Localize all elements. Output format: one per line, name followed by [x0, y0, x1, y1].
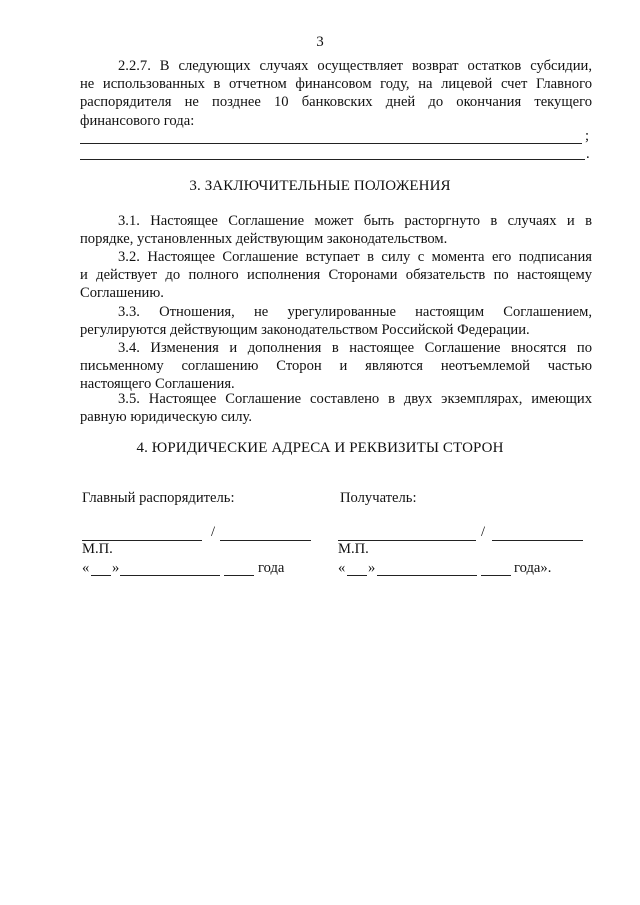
- party-chief-distributor-label: Главный распорядитель:: [82, 490, 235, 506]
- stamp-label: М.П.: [338, 541, 369, 557]
- signature-slash: /: [481, 524, 486, 540]
- page-number: 3: [316, 34, 324, 50]
- date-year-line: [224, 575, 254, 576]
- clause-3-3: [80, 303, 592, 339]
- date-month-line: [377, 575, 477, 576]
- clause-line: письменному соглашению Сторон и являются неотъемлемой частью: [80, 358, 592, 375]
- date-day-line: [91, 575, 111, 576]
- clause-3-2: [80, 248, 592, 303]
- clause-line: 3.2. Настоящее Соглашение вступает в силу с момента его подписания: [118, 249, 592, 265]
- stamp-label: М.П.: [82, 541, 113, 557]
- clause-2-2-7-line: финансового года:: [80, 112, 195, 129]
- date-open-quote: «: [82, 560, 90, 576]
- date-close-quote: »: [112, 560, 120, 576]
- name-decryption-line: [220, 540, 311, 541]
- signature-slash: /: [211, 524, 216, 540]
- clause-3-5: [80, 390, 592, 426]
- section-4-title: 4. ЮРИДИЧЕСКИЕ АДРЕСА И РЕКВИЗИТЫ СТОРОН: [136, 440, 504, 456]
- date-day-line: [347, 575, 367, 576]
- clause-line: 3.4. Изменения и дополнения в настоящее Соглашение вносятся по: [118, 340, 592, 356]
- clause-3-1: [80, 212, 592, 248]
- date-close-quote: »: [368, 560, 376, 576]
- clause-2-2-7-line: не использованных в отчетном финансовом году, на лицевой счет Главного: [80, 76, 592, 93]
- clause-line: равную юридическую силу.: [80, 409, 253, 426]
- blank-fill-line: [80, 143, 582, 144]
- clause-3-4: [80, 339, 592, 394]
- clause-2-2-7: [80, 57, 592, 130]
- blank-fill-line: [80, 159, 585, 160]
- clause-line: Соглашению.: [80, 285, 164, 302]
- name-decryption-line: [492, 540, 583, 541]
- clause-line: и действует до полного исполнения Сторонами обязательств по настоящему: [80, 267, 592, 284]
- date-open-quote: «: [338, 560, 346, 576]
- clause-line: регулируются действующим законодательством Российской Федерации.: [80, 322, 530, 339]
- date-month-line: [120, 575, 220, 576]
- blank-line-end-mark: ;: [585, 128, 590, 144]
- date-year-line: [481, 575, 511, 576]
- blank-line-end-mark: .: [586, 146, 590, 162]
- clause-2-2-7-line: 2.2.7. В следующих случаях осуществляет возврат остатков субсидии,: [118, 58, 592, 74]
- clause-line: 3.5. Настоящее Соглашение составлено в двух экземплярах, имеющих: [118, 391, 592, 407]
- clause-line: настоящего Соглашения.: [80, 376, 235, 393]
- year-suffix: года».: [514, 560, 552, 576]
- clause-line: 3.1. Настоящее Соглашение может быть расторгнуто в случаях и в: [118, 213, 592, 229]
- year-suffix: года: [258, 560, 285, 576]
- clause-line: порядке, установленных действующим законодательством.: [80, 231, 448, 248]
- clause-line: 3.3. Отношения, не урегулированные настоящим Соглашением,: [118, 304, 592, 320]
- clause-2-2-7-line: распорядителя не позднее 10 банковских дней до окончания текущего: [80, 94, 592, 111]
- section-3-title: 3. ЗАКЛЮЧИТЕЛЬНЫЕ ПОЛОЖЕНИЯ: [189, 178, 451, 194]
- party-recipient-label: Получатель:: [340, 490, 417, 506]
